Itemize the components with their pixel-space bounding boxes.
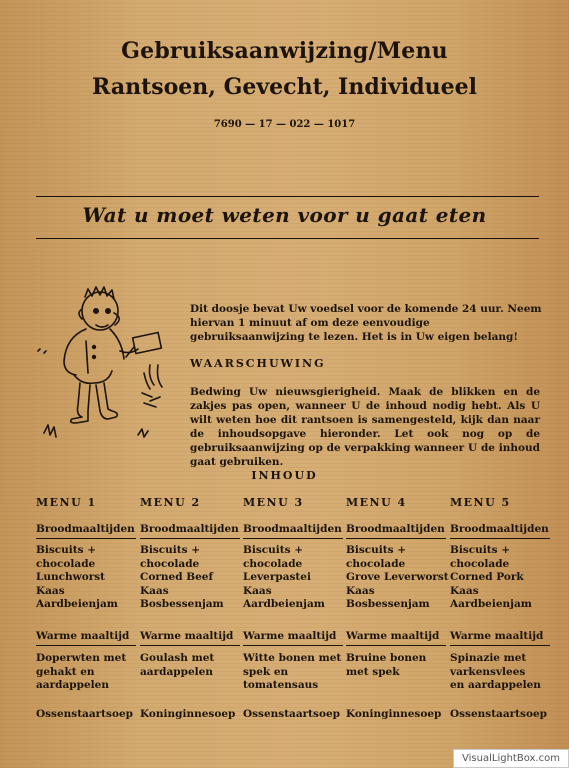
warm-items xyxy=(346,652,446,679)
list-item: chocolade xyxy=(243,557,303,570)
list-item: chocolade xyxy=(140,557,200,570)
bread-items xyxy=(36,544,136,612)
watermark-label[interactable]: VisualLightBox.com xyxy=(453,749,569,768)
warning-paragraph: Bedwing Uw nieuwsgierigheid. Maak de blikken en de zakjes pas open, wanneer U de inhoud nodig hebt. Als U wilt weten hoe dit rantsoen is samengesteld, kijk dan naar de inhoudsopgave hieronder. Let ook nog op de gebruiksaanwijzing op de verpakking wanneer U de inhoud gaat gebruiken. xyxy=(190,386,540,468)
list-item: Bosbessenjam xyxy=(346,598,430,611)
soup-item: Koninginnesoep xyxy=(140,708,236,720)
bread-items xyxy=(243,544,343,612)
bread-heading: Broodmaaltijden xyxy=(36,523,136,539)
menu-column-5 xyxy=(450,496,550,720)
list-item: Goulash met xyxy=(140,652,215,664)
list-item: Bruine bonen xyxy=(346,652,427,664)
warm-heading: Warme maaltijd xyxy=(243,630,343,646)
list-item: aardappelen xyxy=(36,679,109,692)
list-item: Corned Beef xyxy=(140,571,213,584)
list-item: Witte bonen met xyxy=(243,652,342,664)
soldier-illustration xyxy=(30,285,180,455)
list-item: Biscuits + xyxy=(243,544,304,556)
warm-section xyxy=(346,630,446,679)
soup-item: Ossenstaartsoep xyxy=(450,708,547,720)
list-item: varkensvlees xyxy=(450,665,526,678)
list-item: Biscuits + xyxy=(36,544,97,556)
menu-title: MENU 3 xyxy=(243,496,304,509)
section-heading: Wat u moet weten voor u gaat eten xyxy=(82,203,487,227)
list-item: chocolade xyxy=(36,557,96,570)
warm-heading: Warme maaltijd xyxy=(450,630,550,646)
list-item: Biscuits + xyxy=(140,544,201,556)
bread-items xyxy=(140,544,240,612)
bread-items xyxy=(450,544,550,612)
bread-heading: Broodmaaltijden xyxy=(450,523,550,539)
list-item: Grove Leverworst xyxy=(346,571,449,584)
warm-items xyxy=(450,652,550,693)
list-item: Aardbeienjam xyxy=(450,598,532,611)
list-item: aardappelen xyxy=(140,665,213,678)
list-item: Leverpastei xyxy=(243,571,311,584)
menu-column-4 xyxy=(346,496,449,720)
list-item: chocolade xyxy=(450,557,510,570)
page-title: Gebruiksaanwijzing/Menu xyxy=(121,38,448,64)
warm-section xyxy=(36,630,136,693)
menu-title: MENU 4 xyxy=(346,496,407,509)
warm-items xyxy=(243,652,343,693)
list-item: tomatensaus xyxy=(243,679,319,692)
menu-title: MENU 2 xyxy=(140,496,201,509)
menu-title: MENU 5 xyxy=(450,496,511,509)
menu-column-1 xyxy=(36,496,136,720)
menu-column-3 xyxy=(243,496,343,720)
list-item: Lunchworst xyxy=(36,571,106,584)
warm-items xyxy=(36,652,136,693)
bread-items xyxy=(346,544,449,612)
list-item: Corned Pork xyxy=(450,571,524,584)
contents-title: INHOUD xyxy=(251,469,318,482)
list-item: Biscuits + xyxy=(346,544,407,556)
list-item: Bosbessenjam xyxy=(140,598,224,611)
warm-section xyxy=(140,630,240,679)
list-item: Kaas xyxy=(243,584,272,597)
soup-item: Ossenstaartsoep xyxy=(243,708,340,720)
warm-heading: Warme maaltijd xyxy=(140,630,240,646)
list-item: spek en xyxy=(243,665,289,678)
warm-items xyxy=(140,652,240,679)
warm-section xyxy=(243,630,343,693)
list-item: met spek xyxy=(346,665,400,678)
page-subtitle: Rantsoen, Gevecht, Individueel xyxy=(92,74,477,100)
list-item: chocolade xyxy=(346,557,406,570)
list-item: Biscuits + xyxy=(450,544,511,556)
intro-paragraph: Dit doosje bevat Uw voedsel voor de komende 24 uur. Neem hiervan 1 minuut af om deze eenvoudige gebruiksaanwijzing te lezen. Het is in Uw eigen belang! xyxy=(190,303,542,343)
soup-item: Koninginnesoep xyxy=(346,708,442,720)
ration-code: 7690 — 17 — 022 — 1017 xyxy=(213,119,356,130)
menu-title: MENU 1 xyxy=(36,496,97,509)
soup-item: Ossenstaartsoep xyxy=(36,708,133,720)
divider-bottom xyxy=(36,238,539,239)
menu-column-2 xyxy=(140,496,240,720)
list-item: Kaas xyxy=(450,584,479,597)
list-item: Aardbeienjam xyxy=(243,598,325,611)
warm-heading: Warme maaltijd xyxy=(36,630,136,646)
list-item: en aardappelen xyxy=(450,679,541,692)
warm-heading: Warme maaltijd xyxy=(346,630,446,646)
warning-title: WAARSCHUWING xyxy=(190,357,326,370)
list-item: Doperwten met xyxy=(36,652,127,664)
bread-heading: Broodmaaltijden xyxy=(243,523,343,539)
warm-section xyxy=(450,630,550,693)
bread-heading: Broodmaaltijden xyxy=(140,523,240,539)
list-item: Kaas xyxy=(140,584,169,597)
list-item: Kaas xyxy=(346,584,375,597)
divider-top xyxy=(36,196,539,197)
bread-heading: Broodmaaltijden xyxy=(346,523,446,539)
list-item: gehakt en xyxy=(36,665,95,678)
list-item: Spinazie met xyxy=(450,652,527,664)
list-item: Aardbeienjam xyxy=(36,598,118,611)
list-item: Kaas xyxy=(36,584,65,597)
